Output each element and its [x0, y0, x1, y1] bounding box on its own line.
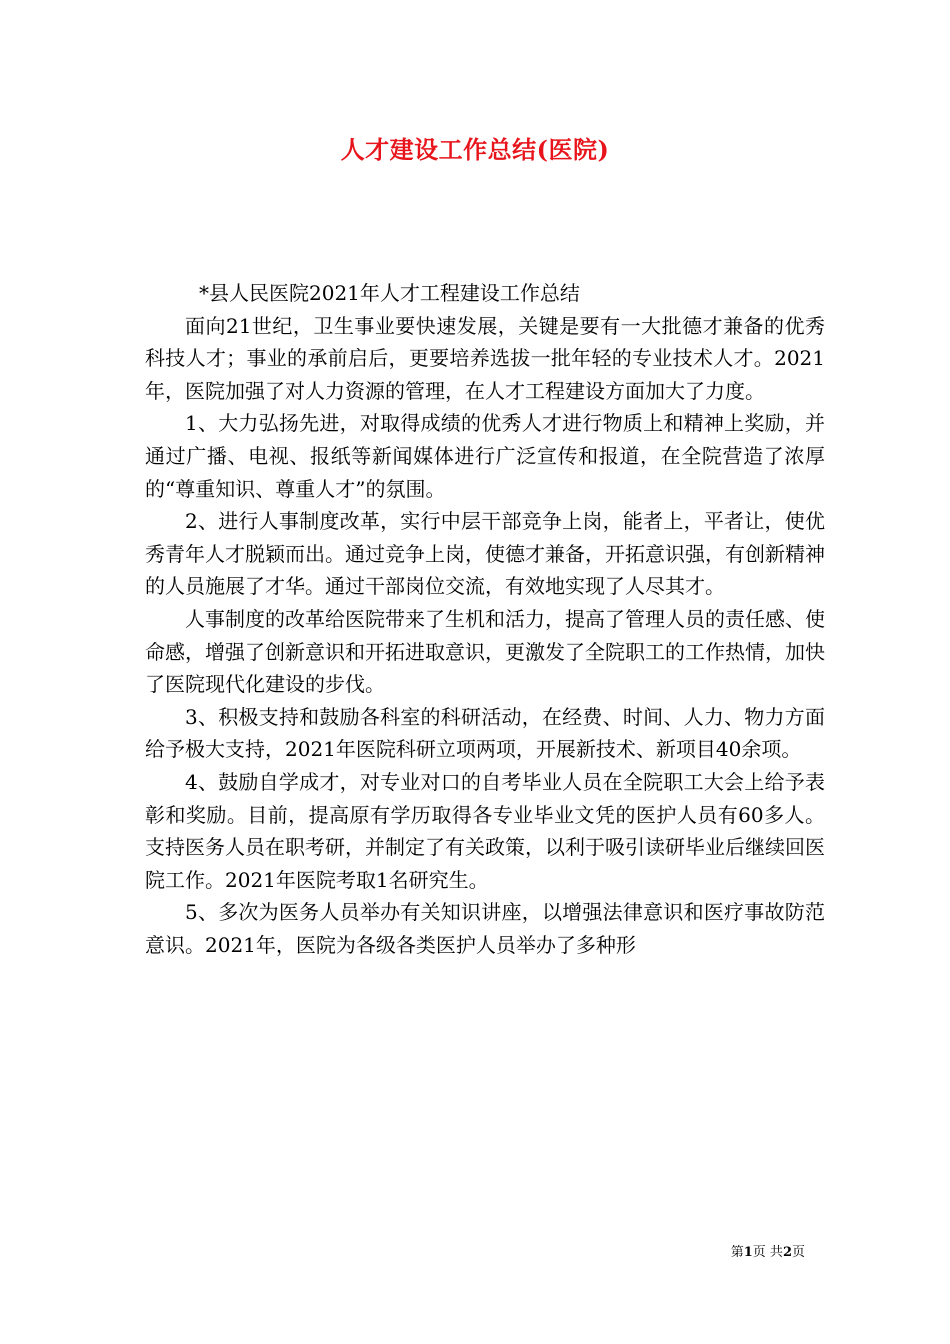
document-body [145, 277, 825, 961]
paragraph-heading-line: *县人民医院2021年人才工程建设工作总结 [199, 281, 580, 305]
footer-middle: 页 共 [752, 1245, 783, 1260]
page-number-footer [731, 1244, 805, 1262]
paragraph-item-1: 1、大力弘扬先进，对取得成绩的优秀人才进行物质上和精神上奖励，并通过广播、电视、报纸等新闻媒体进行广泛宣传和报道，在全院营造了浓厚的“尊重知识、尊重人才”的氛围。 [145, 411, 825, 501]
document-title: 人才建设工作总结(医院) [340, 135, 610, 164]
footer-suffix: 页 [791, 1245, 805, 1260]
paragraph-item-5: 5、多次为医务人员举办有关知识讲座，以增强法律意识和医疗事故防范意识。2021年，医院为各级各类医护人员举办了多种形 [145, 900, 825, 957]
paragraph-item-3: 3、积极支持和鼓励各科室的科研活动，在经费、时间、人力、物力方面给予极大支持，2021年医院科研立项两项，开展新技术、新项目40余项。 [145, 704, 825, 762]
paragraph-reform-effect: 人事制度的改革给医院带来了生机和活力，提高了管理人员的责任感、使命感，增强了创新意识和开拓进取意识，更激发了全院职工的工作热情，加快了医院现代化建设的步伐。 [145, 606, 825, 697]
paragraph-intro: 面向21世纪，卫生事业要快速发展，关键是要有一大批德才兼备的优秀科技人才；事业的承前启后，更要培养选拔一批年轻的专业技术人才。2021年，医院加强了对人力资源的管理，在人才工程建设方面加大了力度。 [145, 313, 825, 403]
paragraph-item-4: 4、鼓励自学成才，对专业对口的自考毕业人员在全院职工大会上给予表彰和奖励。目前，提高原有学历取得各专业毕业文凭的医护人员有60多人。支持医务人员在职考研，并制定了有关政策，以利于吸引读研毕业后继续回医院工作。2021年医院考取1名研究生。 [145, 769, 825, 892]
paragraph-item-2: 2、进行人事制度改革，实行中层干部竞争上岗，能者上，平者让，使优秀青年人才脱颖而出。通过竞争上岗，使德才兼备，开拓意识强，有创新精神的人员施展了才华。通过干部岗位交流，有效地实现了人尽其才。 [145, 509, 825, 599]
footer-total-pages: 2 [782, 1245, 792, 1260]
footer-prefix: 第 [730, 1245, 744, 1260]
footer-current-page: 1 [743, 1245, 753, 1260]
